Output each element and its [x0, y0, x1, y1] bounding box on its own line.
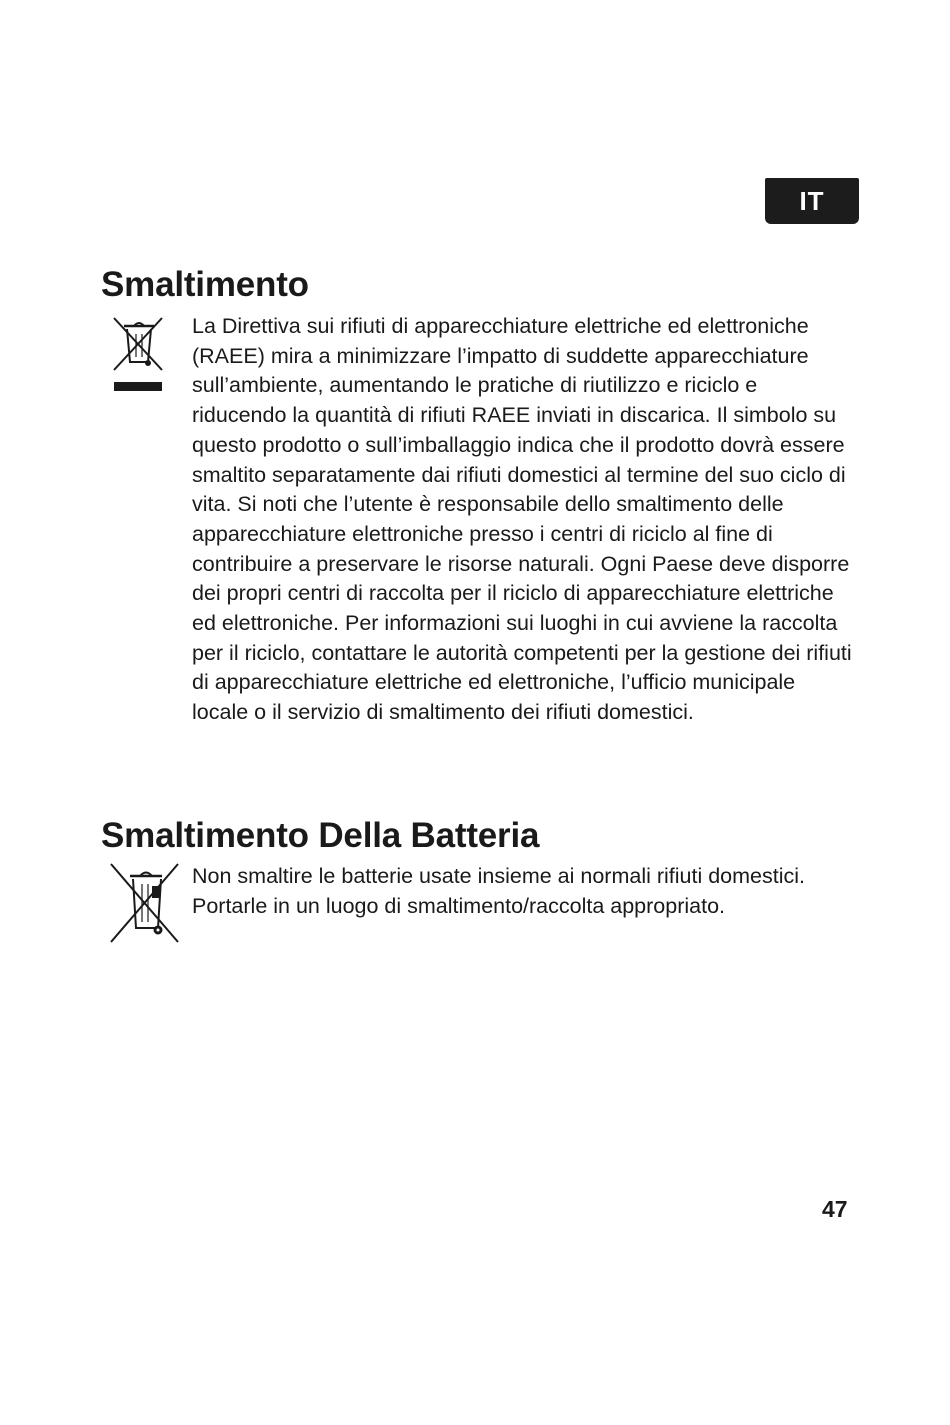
section-text-smaltimento-batteria: Non smaltire le batterie usate insieme ai normali rifiuti domestici. Portarle in un luogo di smaltimento/raccolta appropriato. [192, 864, 805, 918]
language-tab: IT [765, 178, 859, 224]
crossed-out-wheelie-bin-icon [110, 312, 168, 398]
crossed-out-battery-bin-icon [108, 860, 182, 946]
section-text-smaltimento: La Direttiva sui rifiuti di apparecchiature elettriche ed elettroniche (RAEE) mira a minimizzare l’impatto di suddette apparecchiature sull’ambiente, aumentando le pratiche di riutilizzo e riciclo e riducendo la quantità di rifiuti RAEE inviati in discarica. Il simbolo su questo prodotto o sull’imballaggio indica che il prodotto dovrà essere smaltito separatamente dai rifiuti domestici al termine del suo ciclo di vita. Si noti che l’utente è responsabile dello smaltimento delle apparecchiature elettroniche presso i centri di riciclo al fine di contribuire a preservare le risorse naturali. Ogni Paese deve disporre dei propri centri di raccolta per il riciclo di apparecchiature elettriche ed elettroniche. Per informazioni sui luoghi in cui avviene la raccolta per il riciclo, contattare le autorità competenti per la gestione dei rifiuti di apparecchiature elettriche ed elettroniche, l’ufficio municipale locale o il servizio di smaltimento dei rifiuti domestici. [192, 314, 852, 725]
page-number: 47 [822, 1196, 848, 1222]
section-title-smaltimento: Smaltimento [101, 265, 309, 304]
section-title-smaltimento-batteria: Smaltimento Della Batteria [101, 816, 540, 855]
